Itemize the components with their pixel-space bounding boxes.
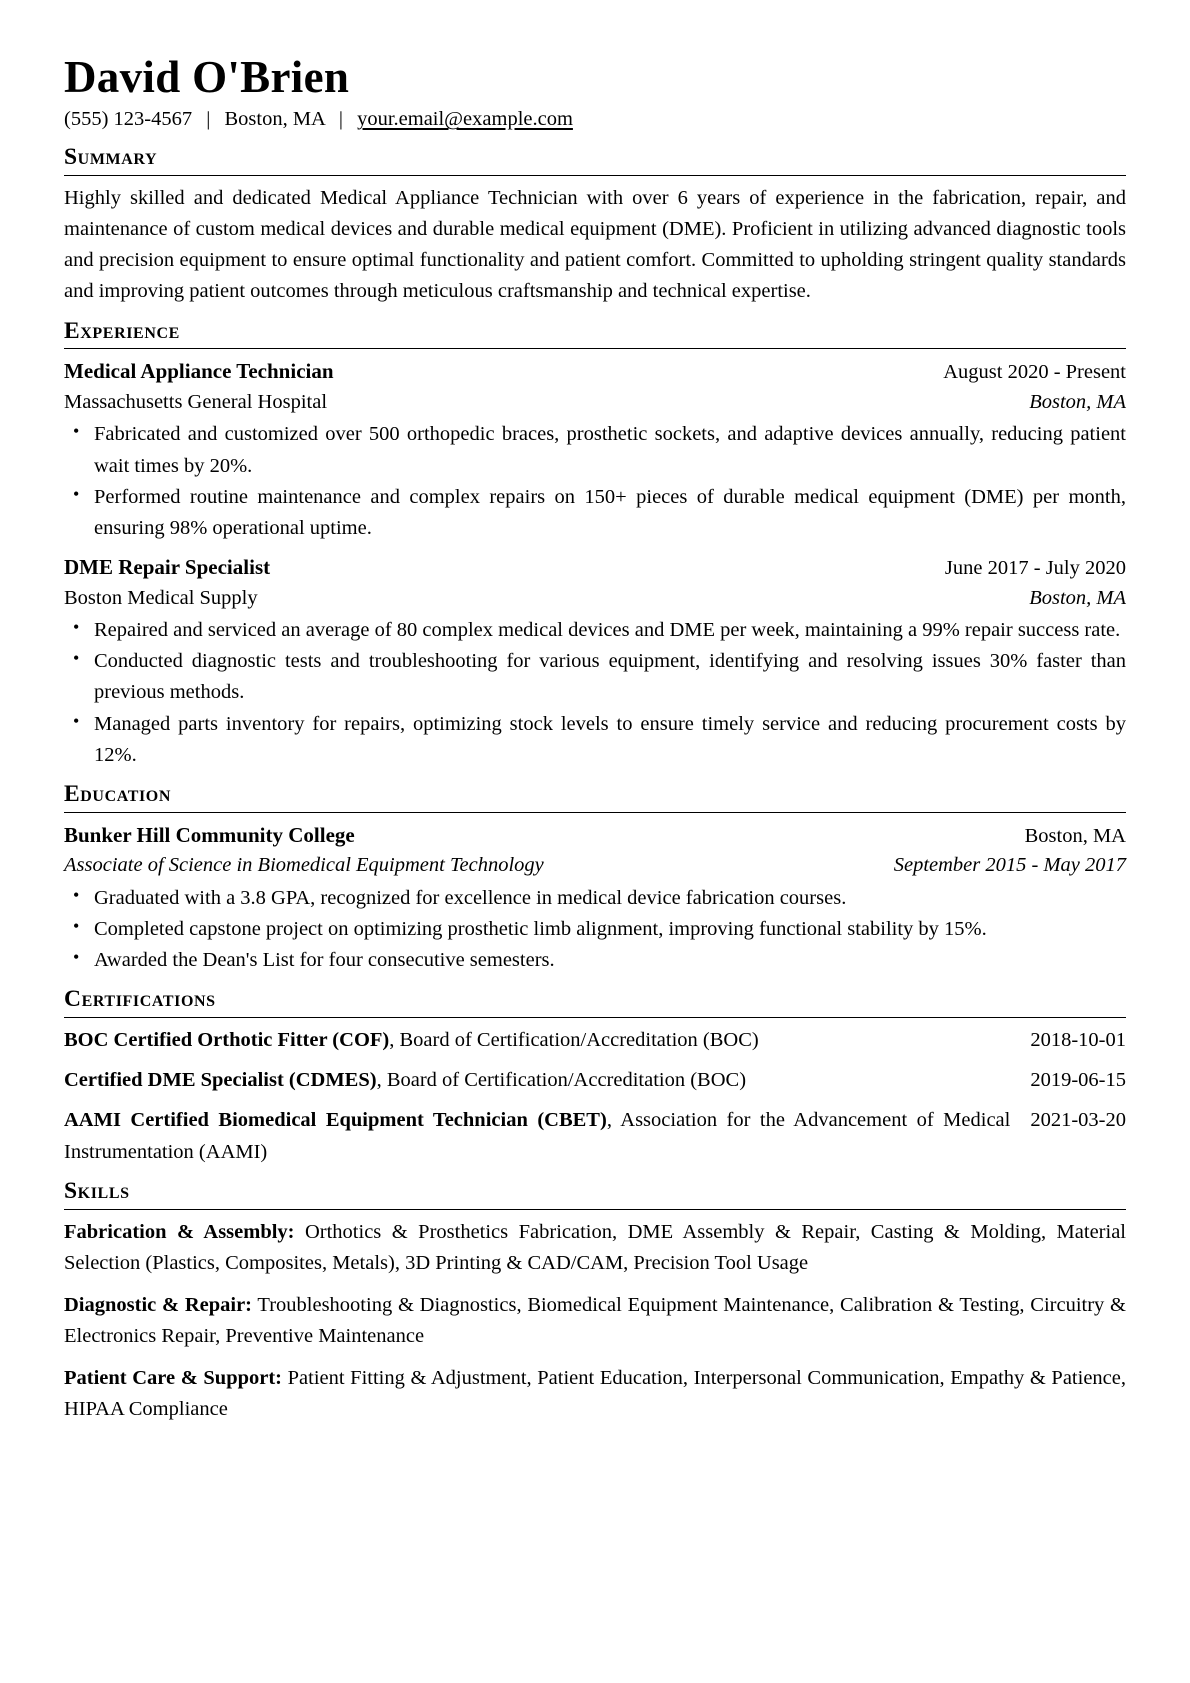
school-location: Boston, MA [1024, 824, 1126, 847]
section-title-certifications: Certifications [64, 986, 216, 1013]
bullet-item: • Graduated with a 3.8 GPA, recognized for excellence in medical device fabrication courses. [64, 883, 1126, 914]
skill-category: Diagnostic & Repair: [64, 1293, 253, 1316]
certification-name: BOC Certified Orthotic Fitter (COF) [64, 1029, 390, 1052]
resume-header [64, 52, 1126, 134]
section-education [64, 782, 1126, 976]
skill-items: Patient Fitting & Adjustment, Patient Education, Interpersonal Communication, Empathy & Patience, HIPAA Compliance [64, 1367, 1126, 1421]
certification-name: Certified DME Specialist (CDMES) [64, 1069, 377, 1092]
job-title: DME Repair Specialist [64, 555, 271, 580]
contact-separator-1: | [206, 108, 211, 131]
job-location: Boston, MA [1029, 586, 1126, 609]
bullet-item: • Repaired and serviced an average of 80 complex medical devices and DME per week, maintaining a 99% repair success rate. [64, 615, 1126, 646]
location-text: Boston, MA [224, 108, 325, 131]
skill-items: Orthotics & Prosthetics Fabrication, DME Assembly & Repair, Casting & Molding, Material Selection (Plastics, Composites, Metals), 3D Printing & CAD/CAM, Precision Tool Usage [64, 1220, 1126, 1274]
certification-issuer: , Association for the Advancement of Medical Instrumentation (AAMI) [64, 1109, 1011, 1163]
section-rule-certifications [64, 1017, 1126, 1018]
skill-category: Fabrication & Assembly: [64, 1220, 295, 1243]
skill-group [64, 1290, 1126, 1352]
bullet-item: • Conducted diagnostic tests and troubleshooting for various equipment, identifying and resolving issues 30% faster than previous methods. [64, 646, 1126, 708]
certification-date: 2018-10-01 [1030, 1029, 1126, 1052]
section-certifications [64, 987, 1126, 1167]
education-school-row [64, 820, 1126, 852]
experience-company-row [64, 584, 1126, 614]
section-title-education: Education [64, 780, 172, 807]
experience-company-row [64, 388, 1126, 418]
certification-entry [64, 1065, 1126, 1096]
section-skills [64, 1179, 1126, 1426]
job-title: Medical Appliance Technician [64, 359, 334, 384]
section-title-summary: Summary [64, 144, 158, 171]
skill-category: Patient Care & Support: [64, 1367, 283, 1390]
experience-entry [64, 552, 1126, 771]
section-rule-summary [64, 175, 1126, 176]
certification-name: AAMI Certified Biomedical Equipment Technician (CBET) [64, 1109, 607, 1132]
degree-dates: September 2015 - May 2017 [893, 854, 1126, 877]
job-location: Boston, MA [1029, 390, 1126, 413]
education-degree-row [64, 851, 1126, 881]
certification-issuer: , Board of Certification/Accreditation (BOC) [389, 1029, 759, 1052]
job-company: Boston Medical Supply [64, 586, 258, 609]
certification-entry [64, 1025, 1126, 1056]
job-dates: June 2017 - July 2020 [944, 557, 1126, 580]
bullet-item: • Completed capstone project on optimizing prosthetic limb alignment, improving functional stability by 15%. [64, 914, 1126, 945]
section-title-experience: Experience [64, 317, 180, 344]
bullet-item: • Awarded the Dean's List for four consecutive semesters. [64, 945, 1126, 976]
bullet-item: • Managed parts inventory for repairs, optimizing stock levels to ensure timely service and reducing procurement costs by 12%. [64, 709, 1126, 771]
experience-title-row [64, 356, 1126, 388]
skill-items: Troubleshooting & Diagnostics, Biomedical Equipment Maintenance, Calibration & Testing, Circuitry & Electronics Repair, Preventive Maintenance [64, 1293, 1126, 1347]
section-rule-education [64, 812, 1126, 813]
certification-date: 2021-03-20 [1030, 1109, 1126, 1132]
education-entry [64, 820, 1126, 977]
bullet-item: • Performed routine maintenance and complex repairs on 150+ pieces of durable medical equipment (DME) per month, ensuring 98% operational uptime. [64, 482, 1126, 544]
experience-entry [64, 356, 1126, 544]
skill-group [64, 1217, 1126, 1279]
contact-line [64, 106, 1126, 134]
section-summary [64, 145, 1126, 307]
certification-entry [64, 1105, 1126, 1167]
school-name: Bunker Hill Community College [64, 822, 355, 847]
experience-bullets [64, 615, 1126, 771]
experience-bullets [64, 419, 1126, 544]
job-dates: August 2020 - Present [943, 361, 1126, 384]
skill-group [64, 1363, 1126, 1425]
experience-title-row [64, 552, 1126, 584]
phone-text: (555) 123-4567 [64, 108, 193, 131]
education-bullets [64, 883, 1126, 976]
job-company: Massachusetts General Hospital [64, 390, 328, 413]
contact-separator-2: | [338, 108, 343, 131]
summary-text: Highly skilled and dedicated Medical Appliance Technician with over 6 years of experience in the fabrication, repair, and maintenance of custom medical devices and durable medical equipment (DME). Proficient in utilizing advanced diagnostic tools and precision equipment to ensure optimal functionality and patient comfort. Committed to upholding stringent quality standards and improving patient outcomes through meticulous craftsmanship and technical expertise. [64, 186, 1126, 303]
section-title-skills: Skills [64, 1177, 130, 1204]
email-link[interactable]: your.email@example.com [357, 108, 573, 131]
section-rule-experience [64, 348, 1126, 349]
certification-issuer: , Board of Certification/Accreditation (BOC) [376, 1069, 747, 1092]
section-experience [64, 319, 1126, 771]
certification-date: 2019-06-15 [1030, 1069, 1126, 1092]
candidate-name: David O'Brien [64, 52, 350, 102]
bullet-item: • Fabricated and customized over 500 orthopedic braces, prosthetic sockets, and adaptive devices annually, reducing patient wait times by 20%. [64, 419, 1126, 481]
degree-name: Associate of Science in Biomedical Equipment Technology [64, 854, 544, 877]
section-rule-skills [64, 1209, 1126, 1210]
